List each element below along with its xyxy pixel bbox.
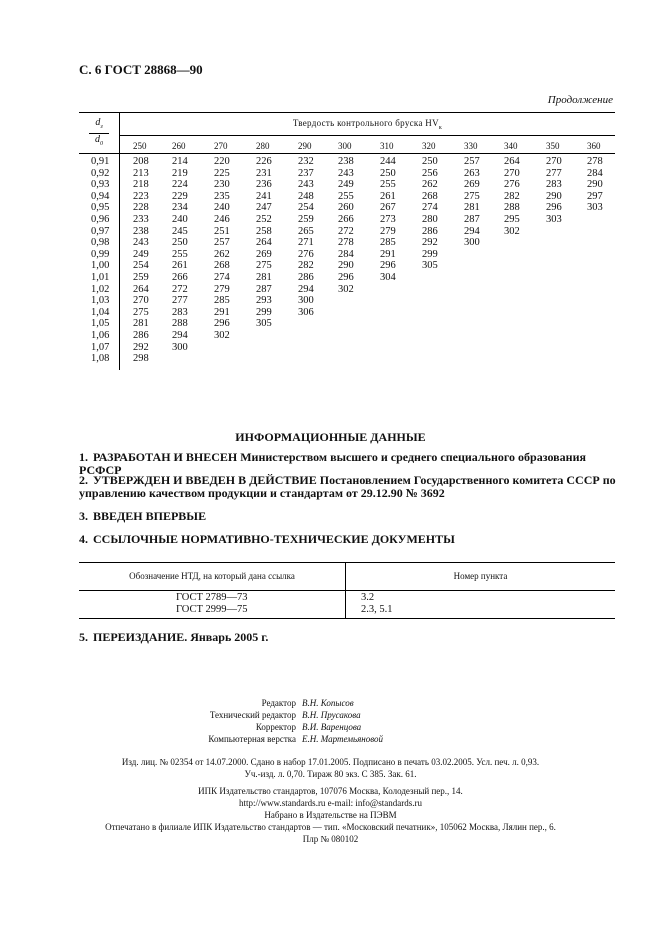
table-cell: 296 bbox=[546, 202, 562, 214]
table-cell: 273 bbox=[380, 213, 396, 225]
table-cell: 257 bbox=[214, 237, 230, 249]
table-cell: 286 bbox=[422, 225, 438, 237]
table-cell: 292 bbox=[133, 341, 149, 353]
table-cell: 269 bbox=[256, 248, 272, 260]
table-cell: 214 bbox=[172, 156, 188, 167]
table-cell: 286 bbox=[298, 271, 314, 283]
table-cell: 272 bbox=[172, 283, 188, 295]
table-cell: 305 bbox=[422, 260, 438, 272]
row-ratio: 0,96 bbox=[91, 213, 110, 225]
table-cell: 275 bbox=[133, 306, 149, 318]
table-cell: 259 bbox=[133, 271, 149, 283]
credit-name: В.Н. Копысов bbox=[302, 698, 354, 708]
table-cell: 280 bbox=[422, 213, 438, 225]
table-cell: 238 bbox=[133, 225, 149, 237]
table-cell: 274 bbox=[214, 271, 230, 283]
table-cell: 294 bbox=[298, 283, 314, 295]
table-cell: 270 bbox=[504, 167, 520, 179]
credit-role: Компьютерная верстка bbox=[208, 734, 296, 744]
publisher-web: http://www.standards.ru e-mail: info@standards.ru bbox=[239, 798, 422, 808]
table-cell: 248 bbox=[298, 190, 314, 202]
row-ratio: 0,91 bbox=[91, 156, 110, 167]
credit-line bbox=[136, 697, 383, 709]
ref-doc-cell: ГОСТ 2999—75 bbox=[176, 604, 248, 615]
table-cell: 299 bbox=[422, 248, 438, 260]
row-ratio: 1,00 bbox=[91, 260, 110, 272]
ratio-denominator-sub: 0 bbox=[100, 141, 103, 147]
table-cell: 285 bbox=[380, 237, 396, 249]
table-cell: 278 bbox=[338, 237, 354, 249]
ref-col2-header: Номер пункта bbox=[453, 571, 508, 581]
table-cell: 224 bbox=[172, 179, 188, 191]
table-cell: 247 bbox=[256, 202, 272, 214]
table-cell: 268 bbox=[422, 190, 438, 202]
item-label: РАЗРАБОТАН И ВНЕСЕН bbox=[93, 450, 238, 464]
row-ratio: 1,06 bbox=[91, 329, 110, 341]
table-cell: 296 bbox=[380, 260, 396, 272]
ratio-numerator: d bbox=[95, 117, 101, 128]
table-cell: 254 bbox=[298, 202, 314, 214]
credit-line bbox=[136, 709, 383, 721]
table-cell: 283 bbox=[546, 179, 562, 191]
publishing-line: Уч.-изд. л. 0,70. Тираж 80 экз. С 385. Зак. 61. bbox=[244, 769, 417, 779]
table-rule bbox=[79, 618, 615, 619]
table-cell: 270 bbox=[546, 156, 562, 167]
table-cell: 275 bbox=[464, 190, 480, 202]
table-cell: 230 bbox=[214, 179, 230, 191]
table-rule bbox=[79, 590, 615, 591]
table-cell: 271 bbox=[298, 237, 314, 249]
table-rule bbox=[120, 135, 615, 136]
table-cell: 261 bbox=[172, 260, 188, 272]
table-cell: 278 bbox=[587, 156, 603, 167]
publisher-address: ИПК Издательство стандартов, 107076 Москва, Колодезный пер., 14. bbox=[198, 786, 463, 796]
table-cell: 255 bbox=[172, 248, 188, 260]
table-cell: 260 bbox=[338, 202, 354, 214]
table-cell: 246 bbox=[214, 213, 230, 225]
table-cell: 218 bbox=[133, 179, 149, 191]
table-cell: 256 bbox=[422, 167, 438, 179]
table-cell: 284 bbox=[587, 167, 603, 179]
ref-clause-cell: 3.2 bbox=[361, 592, 375, 603]
table-cell: 298 bbox=[133, 353, 149, 365]
table-cell: 237 bbox=[298, 167, 314, 179]
table-cell: 264 bbox=[256, 237, 272, 249]
credit-line bbox=[136, 733, 383, 745]
table-cell: 282 bbox=[298, 260, 314, 272]
item-text: Министерством высшего и среднего специального образования РСФСР bbox=[79, 450, 586, 477]
table-cell: 283 bbox=[172, 306, 188, 318]
table-cell: 262 bbox=[422, 179, 438, 191]
table-cell: 293 bbox=[256, 295, 272, 307]
table-cell: 268 bbox=[214, 260, 230, 272]
table-cell: 279 bbox=[380, 225, 396, 237]
table-cell: 272 bbox=[338, 225, 354, 237]
table-cell: 250 bbox=[172, 237, 188, 249]
item-number: 2. bbox=[79, 473, 88, 487]
table-cell: 296 bbox=[338, 271, 354, 283]
item-text: Постановлением Государственного комитета СССР по управлению качеством продукции и стандартам от 29.12.90 № 3692 bbox=[79, 473, 616, 500]
row-ratio: 0,98 bbox=[91, 237, 110, 249]
column-header: 340 bbox=[504, 141, 518, 151]
table-cell: 223 bbox=[133, 190, 149, 202]
item-label: УТВЕРЖДЕН И ВВЕДЕН В ДЕЙСТВИЕ bbox=[93, 473, 317, 487]
table-cell: 302 bbox=[504, 225, 520, 237]
table-cell: 287 bbox=[256, 283, 272, 295]
ratio-numerator-sub: з bbox=[100, 124, 103, 130]
info-item-5 bbox=[79, 631, 619, 644]
row-ratio: 1,05 bbox=[91, 318, 110, 330]
table-cell: 252 bbox=[256, 213, 272, 225]
table-cell: 291 bbox=[380, 248, 396, 260]
table-cell: 236 bbox=[256, 179, 272, 191]
table-cell: 251 bbox=[214, 225, 230, 237]
table-cell: 254 bbox=[133, 260, 149, 272]
table-cell: 288 bbox=[172, 318, 188, 330]
table-cell: 302 bbox=[338, 283, 354, 295]
table-cell: 258 bbox=[256, 225, 272, 237]
table-cell: 240 bbox=[172, 213, 188, 225]
table-cell: 243 bbox=[338, 167, 354, 179]
table-cell: 240 bbox=[214, 202, 230, 214]
table-cell: 261 bbox=[380, 190, 396, 202]
column-header: 310 bbox=[380, 141, 394, 151]
credit-name: В.Н. Прусакова bbox=[302, 710, 361, 720]
row-ratio: 0,99 bbox=[91, 248, 110, 260]
table-cell: 296 bbox=[214, 318, 230, 330]
table-cell: 284 bbox=[338, 248, 354, 260]
table-cell: 259 bbox=[298, 213, 314, 225]
table-cell: 277 bbox=[546, 167, 562, 179]
table-cell: 262 bbox=[214, 248, 230, 260]
credit-name: В.И. Варенцова bbox=[302, 722, 362, 732]
table-cell: 305 bbox=[256, 318, 272, 330]
table-cell: 250 bbox=[422, 156, 438, 167]
column-header: 350 bbox=[546, 141, 560, 151]
table-cell: 255 bbox=[380, 179, 396, 191]
row-ratio: 0,97 bbox=[91, 225, 110, 237]
row-ratio: 1,01 bbox=[91, 271, 110, 283]
table-cell: 290 bbox=[546, 190, 562, 202]
column-header: 280 bbox=[256, 141, 270, 151]
table-cell: 249 bbox=[338, 179, 354, 191]
row-ratio: 1,08 bbox=[91, 353, 110, 365]
item-label: ПЕРЕИЗДАНИЕ. bbox=[93, 630, 188, 644]
table-cell: 257 bbox=[464, 156, 480, 167]
row-ratio: 0,92 bbox=[91, 167, 110, 179]
table-cell: 304 bbox=[380, 271, 396, 283]
license-note: Плр № 080102 bbox=[302, 834, 359, 844]
table-cell: 266 bbox=[172, 271, 188, 283]
table-cell: 282 bbox=[504, 190, 520, 202]
table-cell: 235 bbox=[214, 190, 230, 202]
table-cell: 297 bbox=[587, 190, 603, 202]
column-header: 300 bbox=[338, 141, 352, 151]
hardness-group-header bbox=[120, 118, 615, 131]
table-cell: 232 bbox=[298, 156, 314, 167]
group-header-text: Твердость контрольного бруска HV bbox=[292, 118, 439, 128]
column-header: 270 bbox=[214, 141, 228, 151]
item-number: 1. bbox=[79, 450, 88, 464]
ref-col1-header: Обозначение НТД, на который дана ссылка bbox=[129, 571, 295, 581]
table-cell: 264 bbox=[133, 283, 149, 295]
table-cell: 263 bbox=[464, 167, 480, 179]
item-number: 3. bbox=[79, 509, 88, 523]
table-cell: 234 bbox=[172, 202, 188, 214]
table-cell: 275 bbox=[256, 260, 272, 272]
table-cell: 281 bbox=[464, 202, 480, 214]
table-cell: 229 bbox=[172, 190, 188, 202]
ratio-header bbox=[86, 117, 112, 150]
table-cell: 294 bbox=[464, 225, 480, 237]
table-rule bbox=[79, 562, 615, 563]
table-cell: 219 bbox=[172, 167, 188, 179]
printed-note: Отпечатано в филиале ИПК Издательство стандартов — тип. «Московский печатник», 105062 Москва, Лялин пер., 6. bbox=[105, 822, 556, 832]
table-cell: 269 bbox=[464, 179, 480, 191]
table-cell: 267 bbox=[380, 202, 396, 214]
table-cell: 233 bbox=[133, 213, 149, 225]
table-cell: 292 bbox=[422, 237, 438, 249]
row-ratio: 1,03 bbox=[91, 295, 110, 307]
table-cell: 265 bbox=[298, 225, 314, 237]
table-rule bbox=[79, 153, 615, 154]
ref-doc-cell: ГОСТ 2789—73 bbox=[176, 592, 248, 603]
row-ratio: 1,07 bbox=[91, 341, 110, 353]
table-cell: 302 bbox=[214, 329, 230, 341]
typeset-note: Набрано в Издательстве на ПЭВМ bbox=[264, 810, 397, 820]
table-cell: 300 bbox=[172, 341, 188, 353]
table-cell: 294 bbox=[172, 329, 188, 341]
table-cell: 270 bbox=[133, 295, 149, 307]
table-cell: 303 bbox=[587, 202, 603, 214]
table-cell: 276 bbox=[298, 248, 314, 260]
publishing-line: Изд. лиц. № 02354 от 14.07.2000. Сдано в набор 17.01.2005. Подписано в печать 03.02.2005. Усл. печ. л. 0,93. bbox=[121, 757, 540, 767]
table-cell: 299 bbox=[256, 306, 272, 318]
table-cell: 290 bbox=[338, 260, 354, 272]
row-ratio: 1,02 bbox=[91, 283, 110, 295]
group-header-sub: к bbox=[438, 124, 443, 131]
table-cell: 306 bbox=[298, 306, 314, 318]
ref-clause-cell: 2.3, 5.1 bbox=[361, 604, 393, 615]
column-header: 320 bbox=[422, 141, 436, 151]
table-rule bbox=[79, 112, 615, 113]
table-cell: 213 bbox=[133, 167, 149, 179]
table-cell: 250 bbox=[380, 167, 396, 179]
table-cell: 279 bbox=[214, 283, 230, 295]
table-cell: 285 bbox=[214, 295, 230, 307]
table-cell: 245 bbox=[172, 225, 188, 237]
table-cell: 300 bbox=[464, 237, 480, 249]
row-ratio: 1,04 bbox=[91, 306, 110, 318]
row-ratio: 0,94 bbox=[91, 190, 110, 202]
table-cell: 249 bbox=[133, 248, 149, 260]
column-header: 260 bbox=[172, 141, 186, 151]
column-header: 360 bbox=[587, 141, 601, 151]
table-cell: 244 bbox=[380, 156, 396, 167]
info-item-4 bbox=[79, 533, 619, 546]
table-cell: 231 bbox=[256, 167, 272, 179]
item-label: ССЫЛОЧНЫЕ НОРМАТИВНО-ТЕХНИЧЕСКИЕ ДОКУМЕНТЫ bbox=[93, 532, 455, 546]
table-cell: 288 bbox=[504, 202, 520, 214]
credit-line bbox=[136, 721, 383, 733]
table-cell: 228 bbox=[133, 202, 149, 214]
ratio-denominator: d bbox=[95, 134, 100, 145]
table-cell: 286 bbox=[133, 329, 149, 341]
credit-role: Технический редактор bbox=[209, 710, 296, 720]
table-cell: 290 bbox=[587, 179, 603, 191]
table-cell: 241 bbox=[256, 190, 272, 202]
table-cell: 220 bbox=[214, 156, 230, 167]
info-item-3 bbox=[79, 510, 619, 523]
table-cell: 225 bbox=[214, 167, 230, 179]
item-label: ВВЕДЕН ВПЕРВЫЕ bbox=[93, 509, 207, 523]
credit-name: Е.Н. Мартемьяновой bbox=[302, 734, 384, 744]
column-header: 290 bbox=[298, 141, 312, 151]
column-header: 330 bbox=[464, 141, 478, 151]
column-header: 250 bbox=[133, 141, 147, 151]
info-item-2 bbox=[79, 474, 619, 500]
info-title: ИНФОРМАЦИОННЫЕ ДАННЫЕ bbox=[235, 430, 426, 444]
item-number: 4. bbox=[79, 532, 88, 546]
table-cell: 303 bbox=[546, 213, 562, 225]
table-cell: 277 bbox=[172, 295, 188, 307]
item-text: Январь 2005 г. bbox=[187, 630, 269, 644]
credit-role: Редактор bbox=[261, 698, 296, 708]
credits-block bbox=[136, 697, 383, 745]
table-cell: 281 bbox=[133, 318, 149, 330]
table-cell: 276 bbox=[504, 179, 520, 191]
table-cell: 264 bbox=[504, 156, 520, 167]
table-cell: 291 bbox=[214, 306, 230, 318]
table-cell: 226 bbox=[256, 156, 272, 167]
table-cell: 300 bbox=[298, 295, 314, 307]
row-ratio: 0,95 bbox=[91, 202, 110, 214]
continuation-label: Продолжение bbox=[547, 94, 613, 106]
table-cell: 266 bbox=[338, 213, 354, 225]
page-header: С. 6 ГОСТ 28868—90 bbox=[79, 62, 203, 77]
table-cell: 295 bbox=[504, 213, 520, 225]
table-cell: 274 bbox=[422, 202, 438, 214]
item-number: 5. bbox=[79, 630, 88, 644]
table-cell: 243 bbox=[133, 237, 149, 249]
table-cell: 255 bbox=[338, 190, 354, 202]
row-ratio: 0,93 bbox=[91, 179, 110, 191]
table-rule bbox=[119, 112, 120, 370]
table-cell: 243 bbox=[298, 179, 314, 191]
credit-role: Корректор bbox=[255, 722, 296, 732]
table-cell: 208 bbox=[133, 156, 149, 167]
table-cell: 287 bbox=[464, 213, 480, 225]
table-cell: 281 bbox=[256, 271, 272, 283]
table-cell: 238 bbox=[338, 156, 354, 167]
